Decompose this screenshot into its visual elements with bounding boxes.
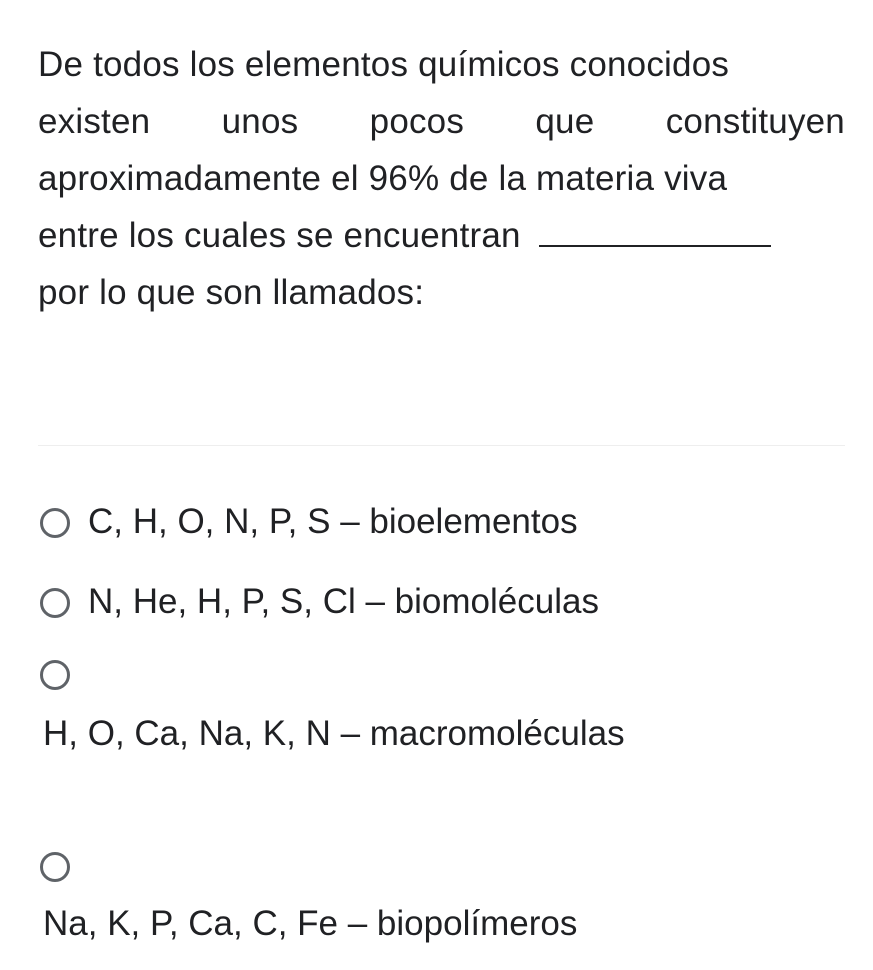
option-3-label: H, O, Ca, Na, K, N – macromoléculas — [43, 714, 625, 753]
option-4[interactable] — [38, 850, 858, 950]
option-3[interactable] — [38, 656, 858, 756]
question-text — [38, 36, 845, 321]
question-line-4-text: entre los cuales se encuentran — [38, 216, 521, 255]
radio-button-option-4[interactable] — [40, 852, 70, 882]
question-line-4 — [38, 207, 845, 264]
question-word: constituyen — [665, 102, 845, 141]
divider — [38, 445, 845, 446]
question-line-3: aproximadamente el 96% de la materia viva — [38, 159, 728, 198]
question-line-1: De todos los elementos químicos conocidos — [38, 45, 730, 84]
radio-button-option-1[interactable] — [40, 508, 70, 538]
option-1-label: C, H, O, N, P, S – bioelementos — [88, 502, 578, 541]
question-line-5: por lo que son llamados: — [38, 273, 425, 312]
question-word: pocos — [369, 102, 465, 141]
option-2-label: N, He, H, P, S, Cl – biomoléculas — [88, 582, 599, 621]
question-word: existen — [38, 102, 151, 141]
option-4-label: Na, K, P, Ca, C, Fe – biopolímeros — [43, 904, 578, 943]
answer-blank — [539, 215, 771, 247]
option-2[interactable] — [38, 580, 858, 624]
option-1[interactable] — [38, 500, 858, 544]
question-line-2 — [38, 93, 845, 150]
question-word: que — [535, 102, 595, 141]
question-word: unos — [221, 102, 299, 141]
radio-button-option-3[interactable] — [40, 660, 70, 690]
radio-button-option-2[interactable] — [40, 588, 70, 618]
